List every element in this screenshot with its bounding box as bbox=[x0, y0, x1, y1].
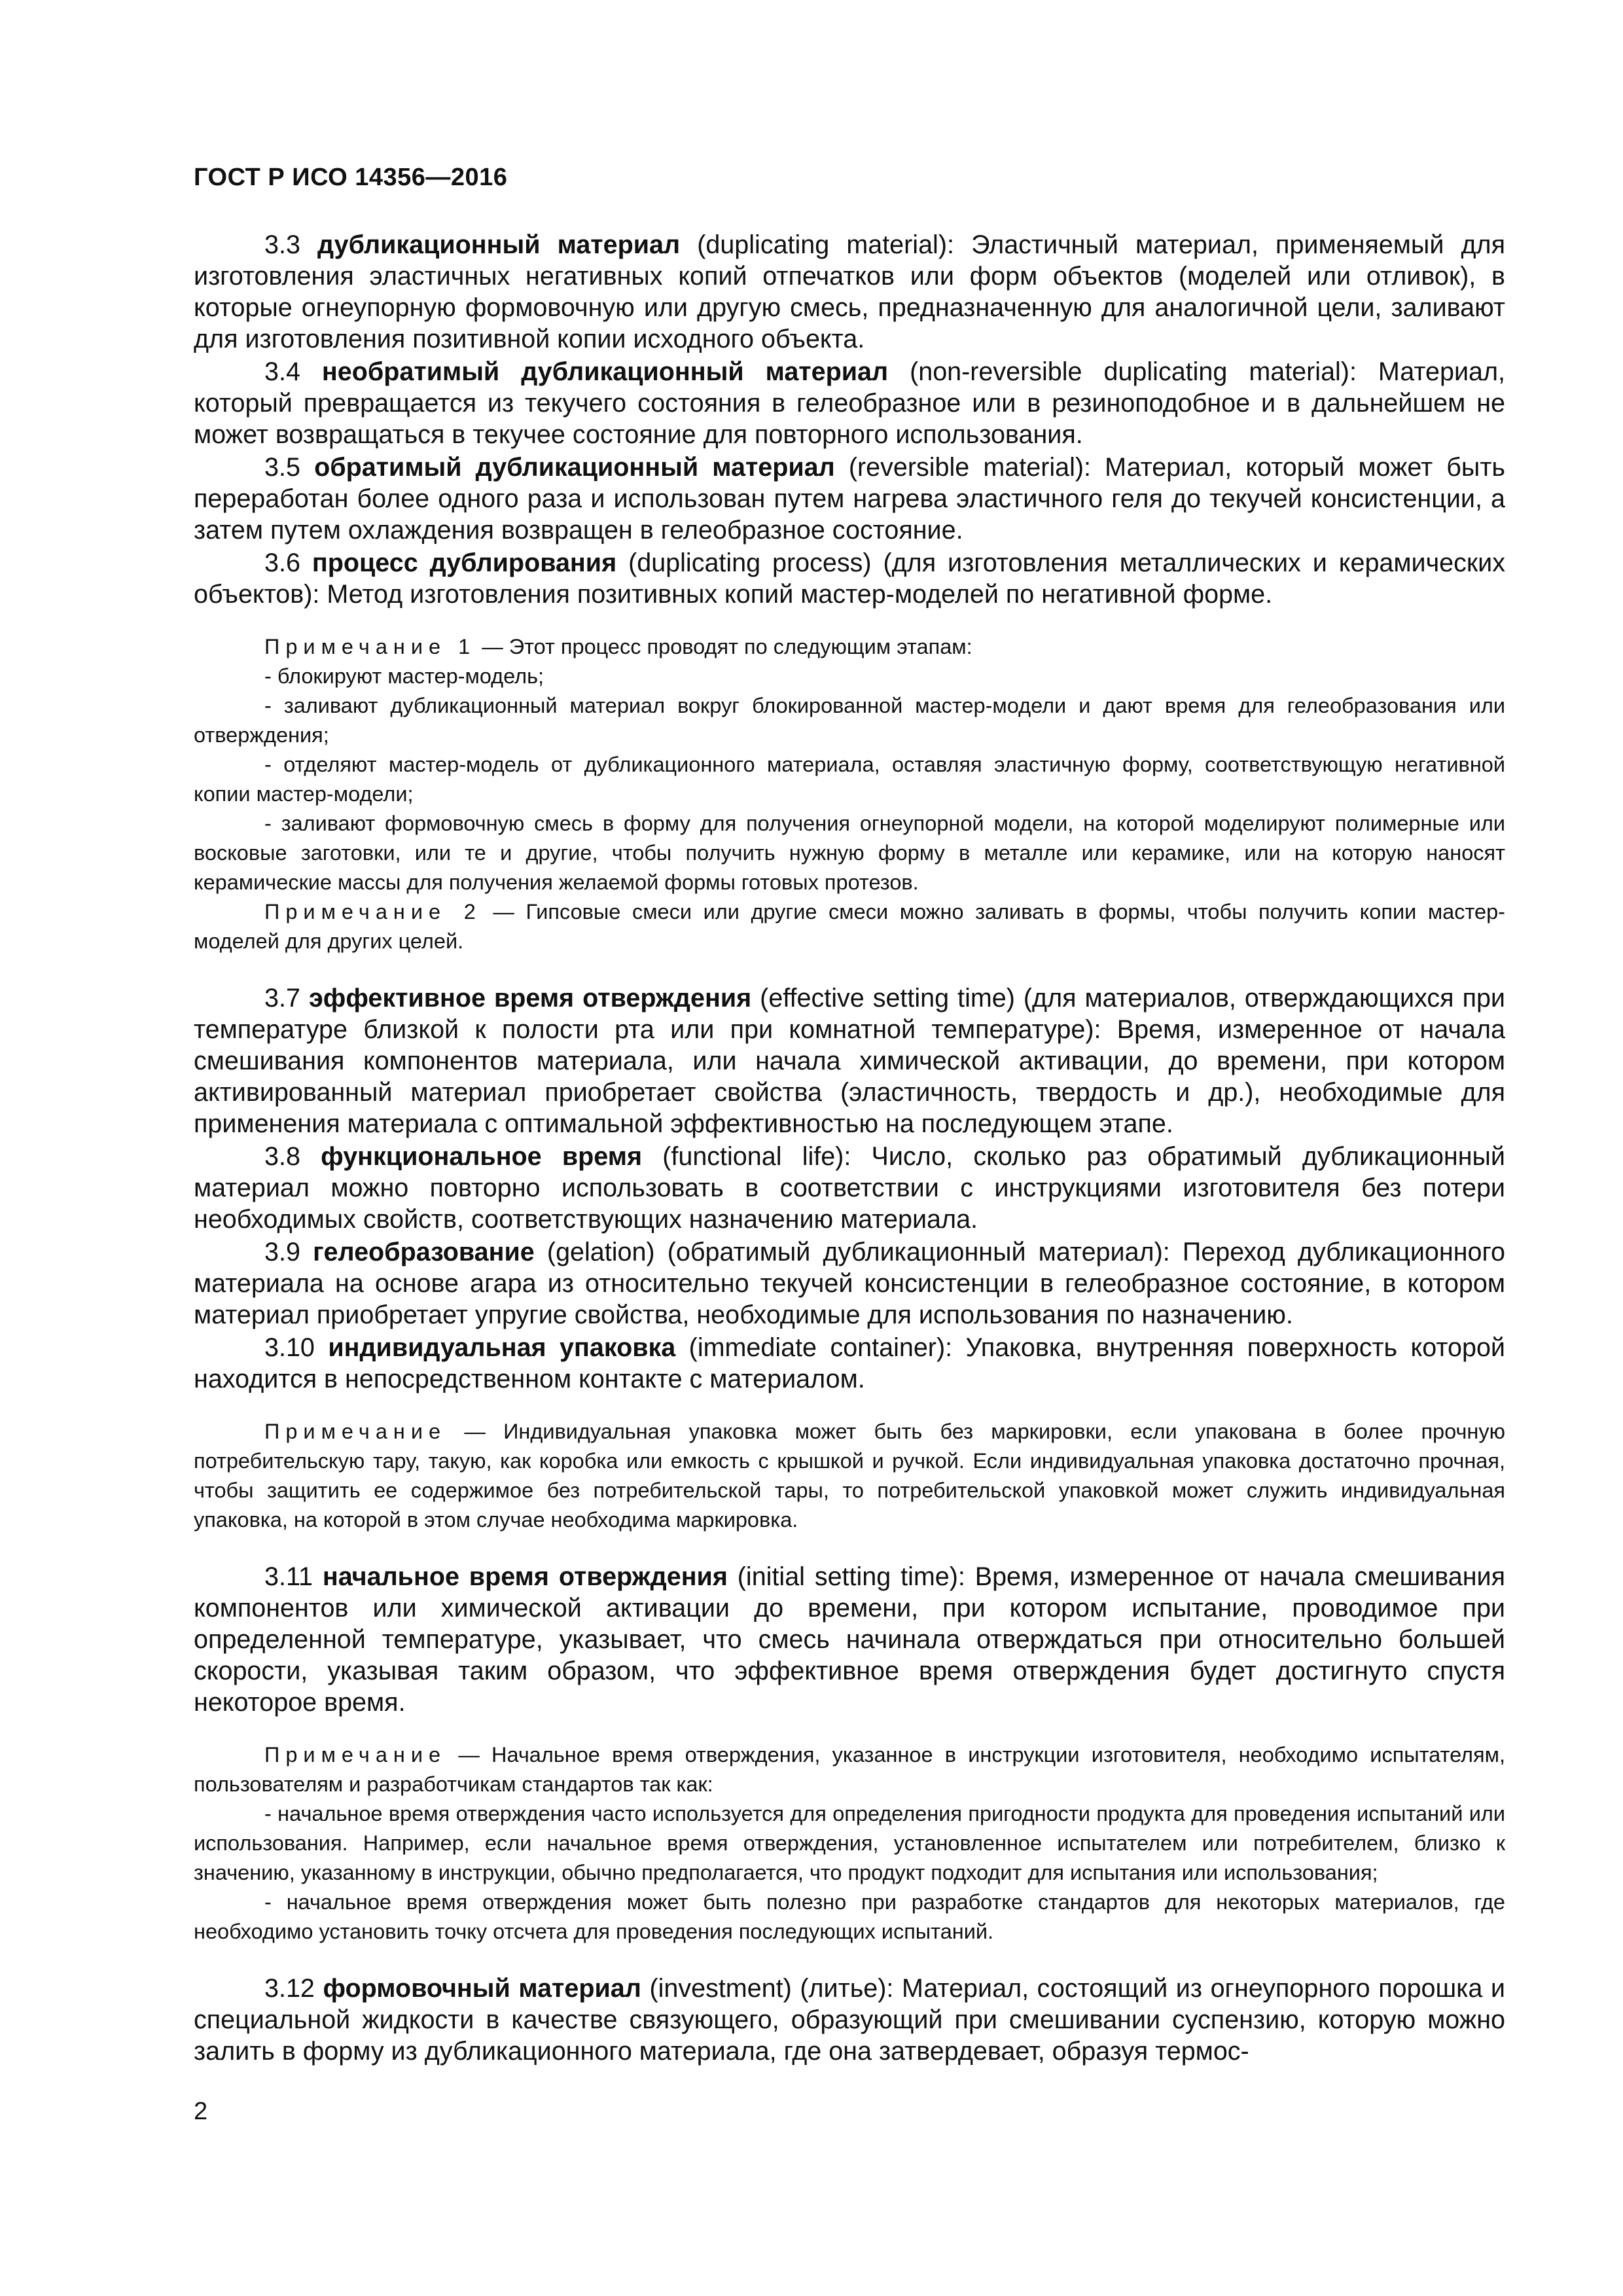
term-3-6 bbox=[194, 547, 1505, 610]
note-label: Примечание bbox=[264, 1420, 447, 1443]
term-name: процесс дублирования bbox=[312, 548, 617, 577]
term-name: обратимый дубликационный материал bbox=[314, 453, 835, 482]
term-definition: (investment) (литье): Материал, состоящий из огнеупорного порошка и специальной жидкости в качестве связующего, образующий при смешивании суспензию, которую можно залить в форму из дубликационного материала, где она затвердевает, образуя термос- bbox=[194, 1974, 1505, 2066]
term-number: 3.6 bbox=[264, 548, 300, 577]
term-name: индивидуальная упаковка bbox=[328, 1333, 676, 1362]
term-definition: (effective setting time) (для материалов, отверждающихся при температуре близкой к полости рта или при комнатной температуре): Время, измеренное от начала смешивания компонентов материала, или начала химической активации, до времени, при котором активированный материал приобретает свойства (эластичность, твердость и др.), необходимые для применения материала с оптимальной эффективностью на последующем этапе. bbox=[194, 984, 1505, 1138]
term-3-11 bbox=[194, 1561, 1505, 1718]
term-definition: (initial setting time): Время, измеренное от начала смешивания компонентов или химической активации до времени, при котором испытание, проводимое при определенной температуре, указывает, что смесь начинала отверждаться при относительно большей скорости, указывая таким образом, что эффективное время отверждения будет достигнуто спустя некоторое время. bbox=[194, 1562, 1505, 1717]
term-number: 3.4 bbox=[264, 357, 300, 386]
term-number: 3.12 bbox=[264, 1974, 315, 2003]
note-2 bbox=[194, 897, 1505, 956]
term-definition: (reversible material): Материал, который может быть переработан более одного раза и использован путем нагрева эластичного геля до текучей консистенции, а затем путем охлаждения возвращен в гелеобразное состояние. bbox=[194, 453, 1505, 545]
term-definition: (duplicating process) (для изготовления металлических и керамических объектов): Метод изготовления позитивных копий мастер-моделей по негативной форме. bbox=[194, 548, 1505, 609]
note-list-item: - начальное время отверждения может быть полезно при разработке стандартов для некоторых материалов, где необходимо установить точку отсчета для проведения последующих испытаний. bbox=[194, 1890, 1505, 1943]
term-name: гелеобразование bbox=[313, 1238, 535, 1266]
note-list-item: - начальное время отверждения часто используется для определения пригодности продукта для проведения испытаний или использования. Например, если начальное время отверждения, установленное испытателем или потребителем, близко к значению, указанному в инструкции, обычно предполагается, что продукт подходит для испытания или использования; bbox=[194, 1802, 1505, 1884]
term-number: 3.8 bbox=[264, 1142, 300, 1171]
note-3-10 bbox=[194, 1417, 1505, 1535]
note-text: — Этот процесс проводят по следующим этапам: bbox=[476, 635, 972, 658]
term-definition: (duplicating material): Эластичный материал, применяемый для изготовления эластичных негативных копий отпечатков или форм объектов (моделей или отливок), в которые огнеупорную формовочную или другую смесь, предназначенную для аналогичной цели, заливают для изготовления позитивной копии исходного объекта. bbox=[194, 230, 1505, 353]
note-label: Примечание 2 bbox=[264, 900, 482, 924]
document-body bbox=[194, 229, 1505, 2068]
term-name: начальное время отверждения bbox=[322, 1562, 728, 1591]
term-3-7 bbox=[194, 982, 1505, 1139]
note-list-item: - отделяют мастер-модель от дубликационного материала, оставляя эластичную форму, соответствующую негативной копии мастер-модели; bbox=[194, 753, 1505, 806]
term-number: 3.11 bbox=[264, 1562, 313, 1591]
term-number: 3.5 bbox=[264, 453, 300, 482]
term-3-10 bbox=[194, 1332, 1505, 1395]
term-definition: (immediate container): Упаковка, внутренняя поверхность которой находится в непосредственном контакте с материалом. bbox=[194, 1333, 1505, 1393]
term-number: 3.7 bbox=[264, 984, 300, 1013]
page-number: 2 bbox=[194, 2098, 208, 2125]
note-text: — Индивидуальная упаковка может быть без маркировки, если упакована в более прочную потребительскую тару, такую, как коробка или емкость с крышкой и ручкой. Если индивидуальная упаковка достаточно прочная, чтобы защитить ее содержимое без потребительской тары, то потребительской упаковкой может служить индивидуальная упаковка, на которой в этом случае необходима маркировка. bbox=[194, 1420, 1505, 1532]
note-text: — Начальное время отверждения, указанное в инструкции изготовителя, необходимо испытателям, пользователям и разработчикам стандартов так как: bbox=[194, 1743, 1505, 1796]
note bbox=[194, 1740, 1505, 1799]
term-definition: (gelation) (обратимый дубликационный материал): Переход дубликационного материала на основе агара из относительно текучей консистенции в гелеобразное состояние, в котором материал приобретает упругие свойства, необходимые для использования по назначению. bbox=[194, 1238, 1505, 1329]
note-text: — Гипсовые смеси или другие смеси можно заливать в формы, чтобы получить копии мастер-моделей для других целей. bbox=[194, 900, 1505, 953]
term-name: эффективное время отверждения bbox=[308, 984, 752, 1013]
term-3-12 bbox=[194, 1973, 1505, 2067]
term-definition: (non-reversible duplicating material): Материал, который превращается из текучего состояния в гелеобразное или в резиноподобное и в дальнейшем не может возвращаться в текучее состояние для повторного использования. bbox=[194, 357, 1505, 449]
term-number: 3.9 bbox=[264, 1238, 300, 1266]
term-3-4 bbox=[194, 356, 1505, 450]
note-list-item: - заливают дубликационный материал вокруг блокированной мастер-модели и дают время для гелеобразования или отверждения; bbox=[194, 694, 1505, 747]
term-name: дубликационный материал bbox=[317, 230, 681, 259]
note-label: Примечание 1 bbox=[264, 635, 476, 658]
note-list-item: - заливают формовочную смесь в форму для получения огнеупорной модели, на которой моделируют полимерные или восковые заготовки, или те и другие, чтобы получить нужную форму в металле или керамике, или на которую наносят керамические массы для получения желаемой формы готовых протезов. bbox=[194, 812, 1505, 894]
term-name: формовочный материал bbox=[323, 1974, 641, 2003]
term-3-5 bbox=[194, 452, 1505, 546]
term-3-3 bbox=[194, 229, 1505, 355]
term-name: необратимый дубликационный материал bbox=[321, 357, 889, 386]
note-1 bbox=[194, 632, 1505, 662]
note-3-11 bbox=[194, 1740, 1505, 1946]
document-header: ГОСТ Р ИСО 14356—2016 bbox=[194, 164, 508, 191]
note bbox=[194, 1417, 1505, 1535]
term-3-8 bbox=[194, 1141, 1505, 1235]
notes-3-6 bbox=[194, 632, 1505, 956]
term-3-9 bbox=[194, 1236, 1505, 1331]
note-label: Примечание bbox=[264, 1743, 447, 1767]
term-number: 3.10 bbox=[264, 1333, 315, 1362]
note-list-item: - блокируют мастер-модель; bbox=[264, 664, 544, 688]
term-number: 3.3 bbox=[264, 230, 300, 259]
term-definition: (functional life): Число, сколько раз обратимый дубликационный материал можно повторно использовать в соответствии с инструкциями изготовителя без потери необходимых свойств, соответствующих назначению материала. bbox=[194, 1142, 1505, 1234]
term-name: функциональное время bbox=[321, 1142, 642, 1171]
